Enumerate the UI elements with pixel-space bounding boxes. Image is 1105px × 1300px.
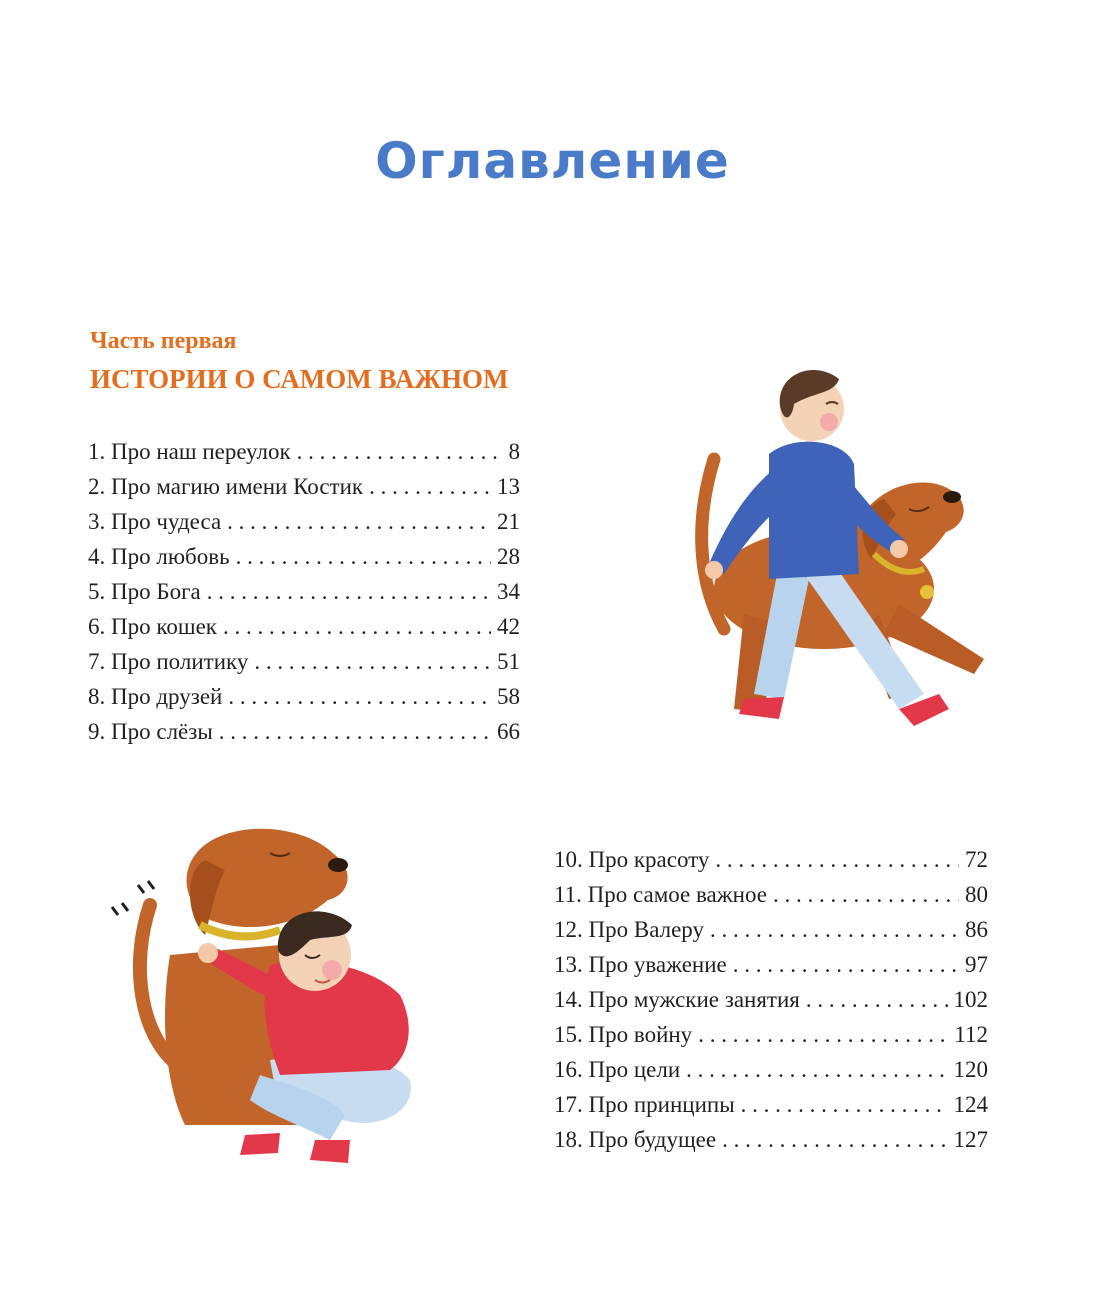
boy-hugging-dog-drawing	[100, 815, 430, 1175]
toc-entry[interactable]	[554, 912, 988, 947]
toc-entry-title: 3. Про чудеса	[88, 509, 222, 534]
toc-leader-dots	[207, 574, 491, 609]
toc-entry-title: 7. Про политику	[88, 649, 249, 674]
toc-leader-dots	[710, 912, 959, 947]
toc-entry[interactable]	[88, 469, 520, 504]
toc-entry[interactable]	[554, 1122, 988, 1157]
toc-entry-title: 16. Про цели	[554, 1057, 681, 1082]
toc-entry-page: 51	[497, 649, 520, 674]
toc-entry-page: 13	[497, 474, 520, 499]
toc-entry-page: 8	[508, 439, 520, 464]
toc-leader-dots	[741, 1087, 948, 1122]
toc-entry-title: 15. Про войну	[554, 1022, 693, 1047]
toc-entry-page: 127	[953, 1127, 988, 1152]
toc-entry-title: 17. Про принципы	[554, 1092, 735, 1117]
toc-leader-dots	[773, 877, 959, 912]
toc-entry-title: 1. Про наш переулок	[88, 439, 291, 464]
toc-entry[interactable]	[554, 877, 988, 912]
toc-entry[interactable]	[88, 679, 520, 714]
toc-entry-title: 5. Про Бога	[88, 579, 201, 604]
toc-entry-page: 124	[953, 1092, 988, 1117]
toc-leader-dots	[227, 504, 491, 539]
toc-entry-page: 72	[965, 847, 988, 872]
toc-entry-page: 80	[965, 882, 988, 907]
toc-entry[interactable]	[554, 947, 988, 982]
toc-entry-page: 97	[965, 952, 988, 977]
toc-entry[interactable]	[554, 1087, 988, 1122]
toc-leader-dots	[698, 1017, 948, 1052]
toc-leader-dots	[228, 679, 491, 714]
toc-entry-title: 2. Про магию имени Костик	[88, 474, 364, 499]
toc-entry-page: 42	[497, 614, 520, 639]
toc-entry-title: 8. Про друзей	[88, 684, 223, 709]
part-label: Часть первая	[90, 328, 237, 354]
toc-entry-page: 66	[497, 719, 520, 744]
toc-entry[interactable]	[554, 982, 988, 1017]
toc-entry-page: 58	[497, 684, 520, 709]
toc-entry[interactable]	[88, 609, 520, 644]
toc-entry-title: 13. Про уважение	[554, 952, 727, 977]
toc-leader-dots	[806, 982, 948, 1017]
toc-leader-dots	[733, 947, 959, 982]
toc-entry[interactable]	[88, 434, 520, 469]
toc-entry[interactable]	[554, 842, 988, 877]
toc-entry-title: 6. Про кошек	[88, 614, 217, 639]
toc-entry[interactable]	[88, 504, 520, 539]
toc-entry-page: 102	[953, 987, 988, 1012]
toc-entry[interactable]	[88, 644, 520, 679]
toc-leader-dots	[722, 1122, 947, 1157]
toc-leader-dots	[219, 714, 491, 749]
toc-list-left	[88, 434, 520, 749]
toc-entry[interactable]	[88, 714, 520, 749]
part-heading: ИСТОРИИ О САМОМ ВАЖНОМ	[90, 364, 509, 394]
toc-entry-page: 112	[954, 1022, 988, 1047]
toc-leader-dots	[254, 644, 491, 679]
toc-entry-page: 34	[497, 579, 520, 604]
toc-entry-title: 4. Про любовь	[88, 544, 230, 569]
toc-leader-dots	[369, 469, 491, 504]
toc-entry[interactable]	[554, 1052, 988, 1087]
toc-leader-dots	[297, 434, 503, 469]
toc-entry-title: 10. Про красоту	[554, 847, 710, 872]
toc-leader-dots	[236, 539, 491, 574]
toc-entry-page: 120	[953, 1057, 988, 1082]
toc-leader-dots	[686, 1052, 947, 1087]
toc-entry-title: 14. Про мужские занятия	[554, 987, 800, 1012]
toc-leader-dots	[715, 842, 959, 877]
toc-entry[interactable]	[88, 574, 520, 609]
toc-entry-title: 9. Про слёзы	[88, 719, 213, 744]
toc-entry[interactable]	[554, 1017, 988, 1052]
boy-walking-with-dog-drawing	[684, 364, 1004, 744]
toc-leader-dots	[223, 609, 491, 644]
boy-hugging-dog-illustration	[100, 815, 430, 1175]
toc-entry[interactable]	[88, 539, 520, 574]
toc-entry-title: 11. Про самое важное	[554, 882, 767, 907]
boy-walking-with-dog-illustration	[684, 364, 1004, 744]
toc-list-right	[554, 842, 988, 1157]
page-title: Оглавление	[375, 132, 730, 190]
toc-entry-page: 86	[965, 917, 988, 942]
toc-entry-page: 21	[497, 509, 520, 534]
toc-entry-page: 28	[497, 544, 520, 569]
toc-entry-title: 18. Про будущее	[554, 1127, 717, 1152]
toc-entry-title: 12. Про Валеру	[554, 917, 704, 942]
